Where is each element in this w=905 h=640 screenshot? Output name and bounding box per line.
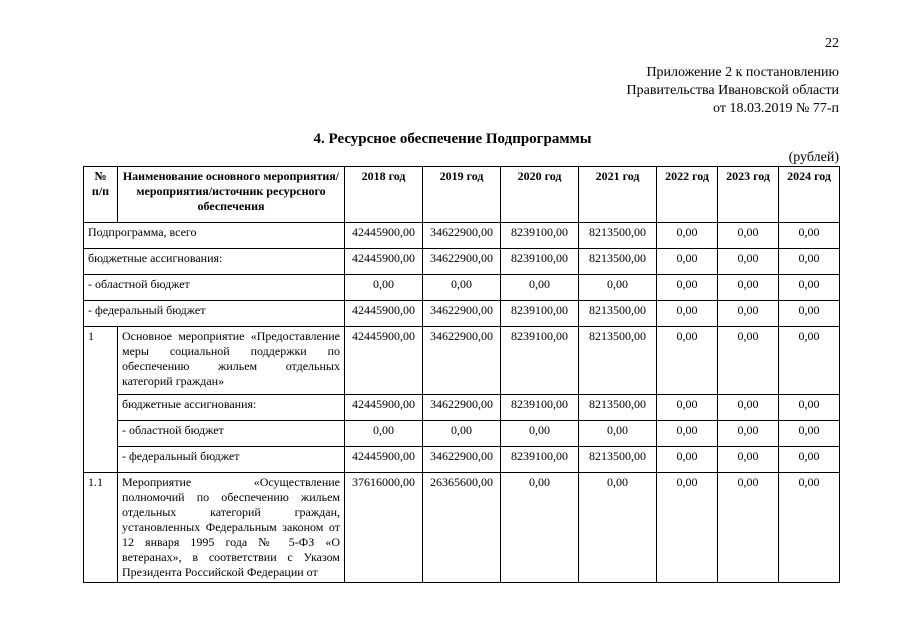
row-value: 34622900,00 [423,223,501,249]
row-value: 0,00 [657,275,718,301]
resource-table [83,166,840,583]
header-year: 2019 год [423,167,501,223]
row-value: 42445900,00 [345,395,423,421]
row-value: 42445900,00 [345,249,423,275]
header-year: 2020 год [501,167,579,223]
row-value: 0,00 [718,421,779,447]
row-name: бюджетные ассигнования: [84,249,345,275]
row-value: 8239100,00 [501,447,579,473]
table-row [84,301,840,327]
row-value: 0,00 [657,327,718,395]
row-value: 0,00 [779,447,840,473]
row-number: 1.1 [84,473,118,583]
row-value: 0,00 [657,473,718,583]
appendix-line-3: от 18.03.2019 № 77-п [713,101,839,116]
row-value: 0,00 [423,275,501,301]
row-value: 0,00 [657,223,718,249]
row-name: бюджетные ассигнования: [118,395,345,421]
page-number: 22 [825,36,839,51]
row-name: Основное мероприятие «Предоставление меры социальной поддержки по обеспечению жильем отдельных категорий граждан» [118,327,345,395]
row-value: 0,00 [779,223,840,249]
row-value: 42445900,00 [345,447,423,473]
row-value: 8213500,00 [579,249,657,275]
row-value: 42445900,00 [345,301,423,327]
row-value: 0,00 [657,395,718,421]
table-row [84,327,840,395]
row-value: 0,00 [657,421,718,447]
header-year: 2021 год [579,167,657,223]
row-value: 0,00 [501,421,579,447]
row-value: 0,00 [657,249,718,275]
row-value: 0,00 [501,473,579,583]
header-year: 2023 год [718,167,779,223]
row-number: 1 [84,327,118,473]
appendix-line-1: Приложение 2 к постановлению [646,65,839,80]
row-value: 0,00 [718,395,779,421]
row-value: 0,00 [779,327,840,395]
row-name: - областной бюджет [84,275,345,301]
table-row [84,249,840,275]
appendix-line-2: Правительства Ивановской области [626,83,839,98]
row-value: 0,00 [718,223,779,249]
row-value: 0,00 [779,275,840,301]
table-row [84,395,840,421]
table-row [84,223,840,249]
row-value: 8213500,00 [579,395,657,421]
row-value: 34622900,00 [423,447,501,473]
unit-label: (рублей) [788,150,839,165]
row-value: 0,00 [718,301,779,327]
header-num: № п/п [84,167,118,223]
row-value: 0,00 [718,249,779,275]
document-title: 4. Ресурсное обеспечение Подпрограммы [313,131,592,147]
row-value: 37616000,00 [345,473,423,583]
row-value: 0,00 [345,421,423,447]
row-value: 0,00 [718,275,779,301]
row-value: 0,00 [579,473,657,583]
header-name: Наименование основного мероприятия/мероприятия/источник ресурсного обеспечения [118,167,345,223]
row-value: 8239100,00 [501,249,579,275]
row-value: 0,00 [779,301,840,327]
row-value: 8213500,00 [579,223,657,249]
table-header-row [84,167,840,223]
row-value: 42445900,00 [345,327,423,395]
row-value: 0,00 [718,327,779,395]
row-value: 8239100,00 [501,327,579,395]
row-value: 0,00 [657,447,718,473]
row-name: Мероприятие «Осуществление полномочий по обеспечению жильем отдельных категорий граждан, установленных Федеральным законом от 12 января 1995 года № 5-ФЗ «О ветеранах», в соответствии с Указом Президента Российской Федерации от [118,473,345,583]
row-value: 0,00 [579,421,657,447]
row-value: 34622900,00 [423,249,501,275]
row-name: - федеральный бюджет [118,447,345,473]
row-value: 34622900,00 [423,327,501,395]
row-value: 8239100,00 [501,301,579,327]
row-value: 0,00 [501,275,579,301]
header-year: 2022 год [657,167,718,223]
table-row [84,421,840,447]
row-value: 0,00 [779,473,840,583]
appendix-header [627,64,839,118]
row-value: 0,00 [779,421,840,447]
row-value: 0,00 [779,249,840,275]
header-year: 2018 год [345,167,423,223]
row-value: 8213500,00 [579,301,657,327]
row-value: 0,00 [718,473,779,583]
row-name: - федеральный бюджет [84,301,345,327]
row-value: 8213500,00 [579,447,657,473]
row-value: 0,00 [657,301,718,327]
row-value: 0,00 [718,447,779,473]
table-row [84,275,840,301]
row-value: 0,00 [345,275,423,301]
row-value: 26365600,00 [423,473,501,583]
row-value: 0,00 [579,275,657,301]
row-value: 34622900,00 [423,395,501,421]
row-value: 34622900,00 [423,301,501,327]
row-value: 0,00 [779,395,840,421]
row-value: 8213500,00 [579,327,657,395]
row-value: 8239100,00 [501,395,579,421]
table-row [84,473,840,583]
row-value: 0,00 [423,421,501,447]
header-year: 2024 год [779,167,840,223]
row-name: Подпрограмма, всего [84,223,345,249]
row-value: 8239100,00 [501,223,579,249]
row-name: - областной бюджет [118,421,345,447]
row-value: 42445900,00 [345,223,423,249]
table-row [84,447,840,473]
